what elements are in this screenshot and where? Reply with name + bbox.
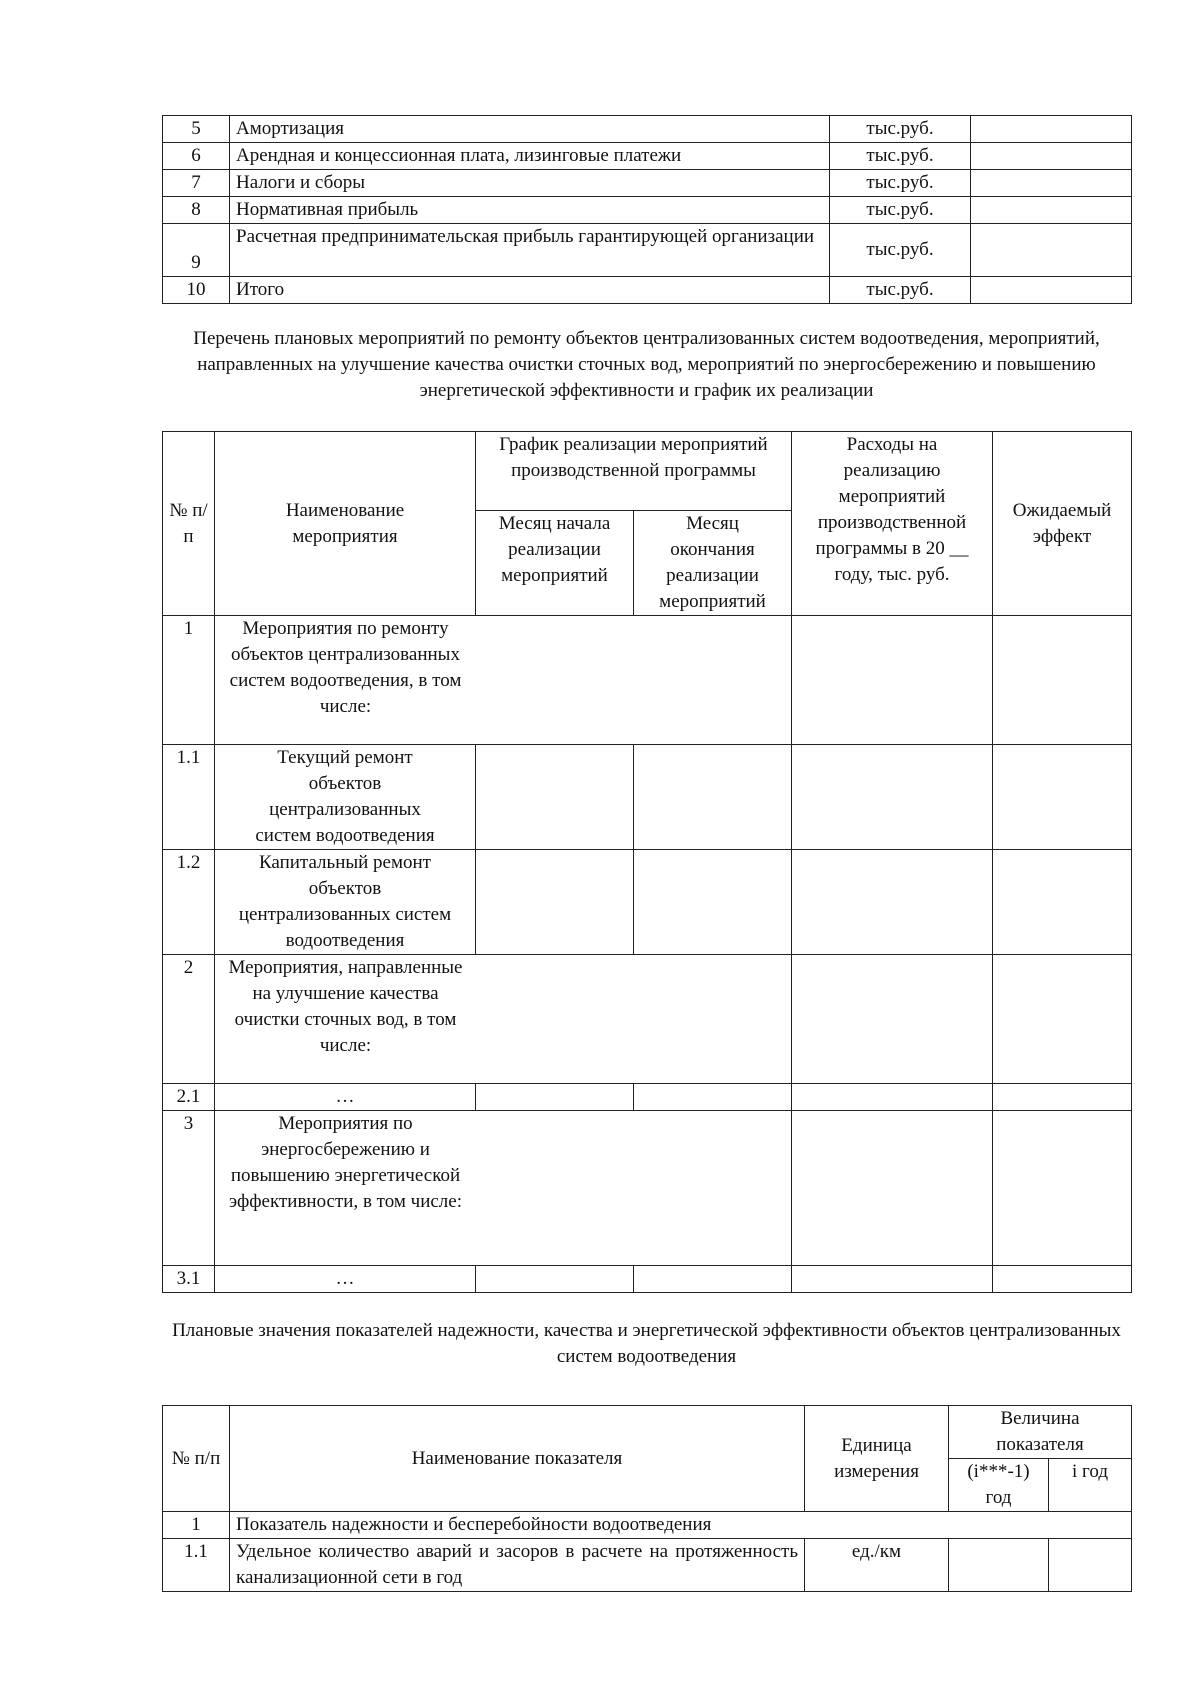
row-number: 8 [163,197,230,224]
row-number: 1.2 [163,850,215,955]
table-row [163,224,1132,277]
header-row [163,1406,1132,1459]
event-name [215,616,792,745]
event-name-text: Мероприятия по энергосбережению и повышению энергетической эффективности, в том числе: [229,1113,462,1212]
event-costs [792,1266,993,1293]
item-name: Расчетная предпринимательская прибыль гарантирующей организации [230,224,830,277]
item-unit: тыс.руб. [830,224,971,277]
event-effect [993,1266,1132,1293]
item-unit: тыс.руб. [830,116,971,143]
table-row [163,1111,1132,1266]
event-end-month [634,850,792,955]
event-name: … [215,1084,476,1111]
table-row [163,745,1132,850]
table-row [163,170,1132,197]
event-name [215,955,792,1084]
event-costs [792,1084,993,1111]
table-row [163,116,1132,143]
table-row [163,143,1132,170]
row-number: 2 [163,955,215,1084]
table-row [163,616,1132,745]
col-header-effect: Ожидаемый эффект [993,432,1132,616]
event-effect [993,616,1132,745]
indicators-table [162,1405,1132,1592]
row-number: 7 [163,170,230,197]
item-value [971,277,1132,304]
item-value [971,143,1132,170]
item-value [971,224,1132,277]
indicator-prev-year-value [949,1539,1049,1592]
table-row [163,1084,1132,1111]
col-header-num: № п/п [163,432,215,616]
indicator-unit: ед./км [805,1539,949,1592]
event-costs [792,1111,993,1266]
table-row [163,1512,1132,1539]
table-row [163,277,1132,304]
event-name: Капитальный ремонт объектов централизованных систем водоотведения [215,850,476,955]
table-row [163,1539,1132,1592]
item-value [971,197,1132,224]
event-costs [792,955,993,1084]
event-name-text: Мероприятия по ремонту объектов централизованных систем водоотведения, в том числе: [229,618,462,717]
event-effect [993,1084,1132,1111]
col-header-unit: Единица измерения [805,1406,949,1512]
col-header-costs: Расходы на реализацию мероприятий производственной программы в 20 __ году, тыс. руб. [792,432,993,616]
row-number: 3.1 [163,1266,215,1293]
item-value [971,170,1132,197]
row-number: 1.1 [163,1539,230,1592]
indicator-group-name: Показатель надежности и бесперебойности водоотведения [230,1512,1132,1539]
row-number: 1.1 [163,745,215,850]
col-header-end-month: Месяц окончания реализации мероприятий [634,511,792,616]
indicators-section-title: Плановые значения показателей надежности, качества и энергетической эффективности объектов централизованных систем водоотведения [172,1320,1121,1367]
table-row [163,197,1132,224]
indicator-name: Удельное количество аварий и засоров в расчете на протяженность канализационной сети в год [230,1539,805,1592]
row-number: 9 [163,224,230,277]
event-start-month [476,745,634,850]
event-costs [792,616,993,745]
row-number: 6 [163,143,230,170]
event-start-month [476,1084,634,1111]
event-name: Текущий ремонт объектов централизованных систем водоотведения [215,745,476,850]
event-effect [993,955,1132,1084]
event-start-month [476,1266,634,1293]
indicator-cur-year-value [1049,1539,1132,1592]
event-end-month [634,745,792,850]
event-name-text: Мероприятия, направленные на улучшение качества очистки сточных вод, в том числе: [228,957,463,1056]
item-unit: тыс.руб. [830,170,971,197]
row-number: 1 [163,1512,230,1539]
item-name: Арендная и концессионная плата, лизинговые платежи [230,143,830,170]
event-effect [993,850,1132,955]
event-costs [792,745,993,850]
item-name: Налоги и сборы [230,170,830,197]
row-number: 3 [163,1111,215,1266]
event-costs [792,850,993,955]
item-unit: тыс.руб. [830,197,971,224]
col-header-name: Наименование показателя [230,1406,805,1512]
item-unit: тыс.руб. [830,277,971,304]
event-name [215,1111,792,1266]
event-end-month [634,1084,792,1111]
row-number: 2.1 [163,1084,215,1111]
item-name: Нормативная прибыль [230,197,830,224]
row-number: 10 [163,277,230,304]
col-header-num: № п/п [163,1406,230,1512]
planned-events-table [162,431,1132,1293]
item-name: Амортизация [230,116,830,143]
row-number: 1 [163,616,215,745]
table-row [163,955,1132,1084]
event-effect [993,1111,1132,1266]
item-unit: тыс.руб. [830,143,971,170]
event-end-month [634,1266,792,1293]
col-header-start-month: Месяц начала реализации мероприятий [476,511,634,616]
item-name: Итого [230,277,830,304]
row-number: 5 [163,116,230,143]
cost-items-table [162,115,1132,304]
item-value [971,116,1132,143]
events-section-title: Перечень плановых мероприятий по ремонту объектов централизованных систем водоотведения, мероприятий, направленных на улучшение качества очистки сточных вод, мероприятий по энергосбережению и повышению энергетической эффективности и график их реализации [193,328,1100,401]
event-start-month [476,850,634,955]
col-header-prev-year: (i***-1) год [949,1459,1049,1512]
table-row [163,1266,1132,1293]
table-row [163,850,1132,955]
event-name: … [215,1266,476,1293]
col-header-name: Наименование мероприятия [215,432,476,616]
col-header-cur-year: i год [1049,1459,1132,1512]
col-header-value: Величина показателя [949,1406,1132,1459]
col-header-schedule: График реализации мероприятий производственной программы [476,432,792,511]
event-effect [993,745,1132,850]
header-row [163,432,1132,511]
